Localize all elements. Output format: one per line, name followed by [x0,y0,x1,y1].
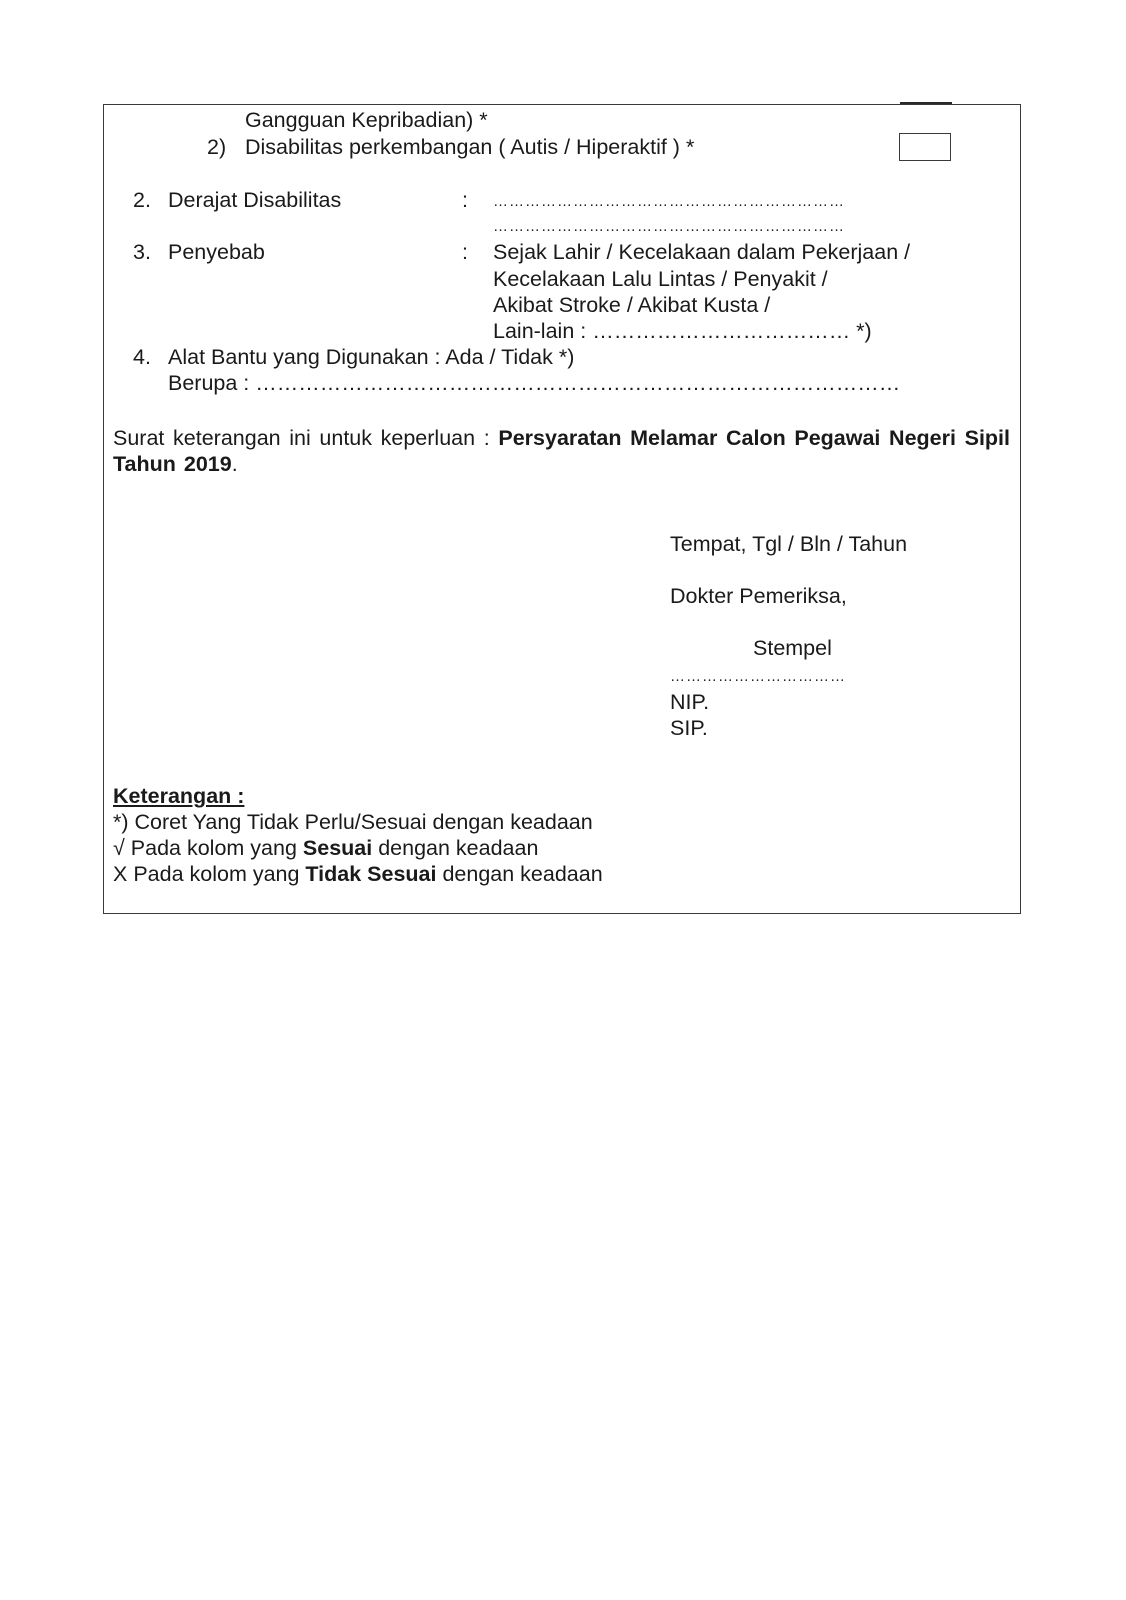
item3-line: Lain-lain : ……………………………… *) [493,319,872,343]
item3-line: Kecelakaan Lalu Lintas / Penyakit / [493,267,828,291]
notes-line-2-pre: √ Pada kolom yang [113,836,303,860]
item2-label: Derajat Disabilitas [168,188,342,212]
item3-line: Sejak Lahir / Kecelakaan dalam Pekerjaan / [493,240,911,264]
notes-heading: Keterangan : [113,784,245,808]
item4-number: 4. [133,345,151,369]
notes-line-3-bold: Tidak Sesuai [305,862,437,886]
notes-line-3-post: dengan keadaan [436,862,603,886]
top-rule [900,102,952,104]
stamp-label: Stempel [753,636,832,660]
notes-line-2-post: dengan keadaan [372,836,539,860]
notes-line-2-bold: Sesuai [302,836,373,860]
sip-label: SIP. [670,716,708,740]
disability-checkbox[interactable] [899,133,951,161]
item3-line: Akibat Stroke / Akibat Kusta / [493,293,771,317]
notes-line-3 [113,861,603,887]
notes-line-1: *) Coret Yang Tidak Perlu/Sesuai dengan keadaan [113,810,593,834]
notes-line-3-pre: X Pada kolom yang [113,862,306,886]
continued-line: Gangguan Kepribadian) * [245,108,488,132]
nip-label: NIP. [670,690,710,714]
item4-line1: Alat Bantu yang Digunakan : Ada / Tidak *) [168,345,575,369]
item3-number: 3. [133,240,151,264]
item3-label: Penyebab [168,240,265,264]
place-date: Tempat, Tgl / Bln / Tahun [670,532,908,556]
purpose-statement [113,425,1010,477]
item2-colon: : [462,188,468,212]
item2-number: 2. [133,188,151,212]
examiner-label: Dokter Pemeriksa, [670,584,847,608]
signature-dots: …………………………… [670,668,846,685]
sub2-text: Disabilitas perkembangan ( Autis / Hiperaktif ) * [245,135,695,159]
notes-line-2 [113,835,538,861]
purpose-prefix: Surat keterangan ini untuk keperluan : [113,426,490,450]
sub2-number: 2) [207,135,227,159]
item4-line2: Berupa : ……………………………………………………………………………… [168,371,901,395]
item3-colon: : [462,240,468,264]
purpose-bold: Persyaratan Melamar Calon Pegawai Negeri Sipil Tahun 2019 [113,426,1010,476]
purpose-suffix: . [231,452,238,476]
item2-dots-1: ………………………………………………………… [493,193,845,210]
item2-dots-2: ………………………………………………………… [493,218,845,235]
